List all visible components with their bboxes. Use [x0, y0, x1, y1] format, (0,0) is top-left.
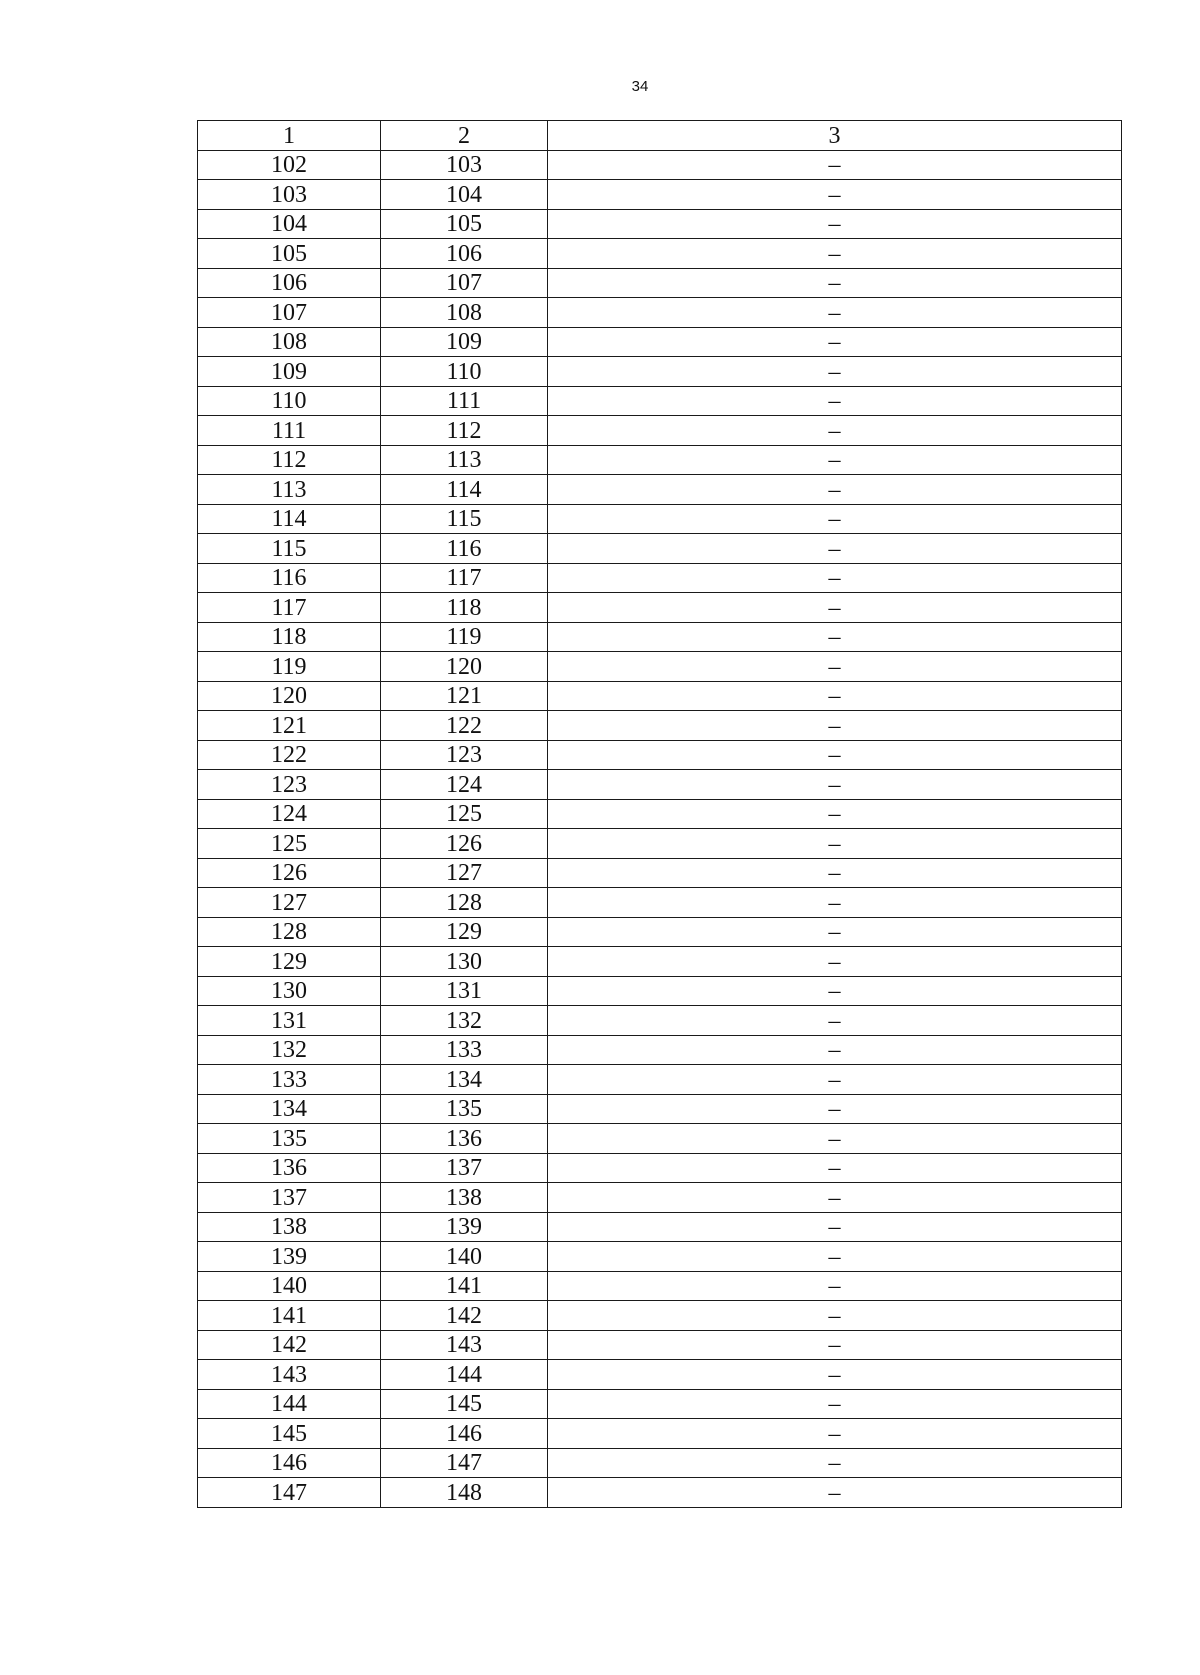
table-cell-col1: 129 [198, 947, 381, 977]
table-cell-col2: 103 [381, 150, 548, 180]
table-cell-col1: 134 [198, 1094, 381, 1124]
table-cell-col1: 119 [198, 652, 381, 682]
table-row [198, 1094, 1122, 1124]
table-row [198, 1448, 1122, 1478]
page-number: 34 [631, 78, 649, 95]
table-cell-col3: – [548, 858, 1122, 888]
table-cell-col1: 144 [198, 1389, 381, 1419]
table-row [198, 475, 1122, 505]
table-cell-col3: – [548, 1389, 1122, 1419]
table-cell-col2: 131 [381, 976, 548, 1006]
table-cell-col1: 118 [198, 622, 381, 652]
table-cell-col2: 144 [381, 1360, 548, 1390]
table-cell-col1: 113 [198, 475, 381, 505]
table-cell-col1: 133 [198, 1065, 381, 1095]
table-cell-col1: 111 [198, 416, 381, 446]
table-cell-col3: – [548, 268, 1122, 298]
table-row [198, 357, 1122, 387]
table-body [198, 150, 1122, 1507]
table-cell-col3: – [548, 1124, 1122, 1154]
table-cell-col3: – [548, 1094, 1122, 1124]
table-cell-col2: 146 [381, 1419, 548, 1449]
table-cell-col2: 148 [381, 1478, 548, 1508]
table-row [198, 1124, 1122, 1154]
table-cell-col1: 104 [198, 209, 381, 239]
table-row [198, 1035, 1122, 1065]
table-cell-col3: – [548, 1006, 1122, 1036]
table-cell-col2: 136 [381, 1124, 548, 1154]
table-cell-col1: 120 [198, 681, 381, 711]
table-cell-col1: 141 [198, 1301, 381, 1331]
table-cell-col1: 116 [198, 563, 381, 593]
table-cell-col1: 139 [198, 1242, 381, 1272]
table-cell-col1: 131 [198, 1006, 381, 1036]
table-cell-col1: 121 [198, 711, 381, 741]
table-cell-col1: 147 [198, 1478, 381, 1508]
table-row [198, 652, 1122, 682]
table-cell-col3: – [548, 563, 1122, 593]
table-cell-col3: – [548, 976, 1122, 1006]
table-cell-col3: – [548, 150, 1122, 180]
table-cell-col2: 147 [381, 1448, 548, 1478]
table-cell-col3: – [548, 652, 1122, 682]
table-cell-col2: 115 [381, 504, 548, 534]
table-cell-col3: – [548, 1419, 1122, 1449]
table-cell-col3: – [548, 1271, 1122, 1301]
table-cell-col2: 140 [381, 1242, 548, 1272]
table-cell-col2: 137 [381, 1153, 548, 1183]
table-row [198, 1183, 1122, 1213]
table-row [198, 150, 1122, 180]
table-cell-col2: 121 [381, 681, 548, 711]
table-cell-col1: 115 [198, 534, 381, 564]
table-cell-col2: 120 [381, 652, 548, 682]
table-row [198, 180, 1122, 210]
table-row [198, 740, 1122, 770]
table-cell-col1: 122 [198, 740, 381, 770]
table-cell-col3: – [548, 829, 1122, 859]
table-cell-col2: 114 [381, 475, 548, 505]
table-row [198, 593, 1122, 623]
table-cell-col2: 118 [381, 593, 548, 623]
table-cell-col2: 123 [381, 740, 548, 770]
table-row [198, 1271, 1122, 1301]
table-row [198, 534, 1122, 564]
table-cell-col2: 139 [381, 1212, 548, 1242]
table-cell-col2: 111 [381, 386, 548, 416]
table-cell-col1: 105 [198, 239, 381, 269]
table-row [198, 1478, 1122, 1508]
table-cell-col3: – [548, 1035, 1122, 1065]
table-cell-col3: – [548, 327, 1122, 357]
table-cell-col3: – [548, 1360, 1122, 1390]
table-cell-col3: – [548, 740, 1122, 770]
table-cell-col2: 107 [381, 268, 548, 298]
table-cell-col2: 110 [381, 357, 548, 387]
table-row [198, 799, 1122, 829]
table-header-row [198, 121, 1122, 151]
table-cell-col2: 119 [381, 622, 548, 652]
table-cell-col1: 140 [198, 1271, 381, 1301]
table-cell-col2: 104 [381, 180, 548, 210]
table-cell-col1: 132 [198, 1035, 381, 1065]
table-cell-col3: – [548, 416, 1122, 446]
table-cell-col3: – [548, 180, 1122, 210]
table-cell-col2: 117 [381, 563, 548, 593]
table-cell-col2: 132 [381, 1006, 548, 1036]
table-cell-col1: 126 [198, 858, 381, 888]
table-cell-col1: 125 [198, 829, 381, 859]
column-header-1: 1 [198, 121, 381, 151]
table-cell-col3: – [548, 593, 1122, 623]
table-cell-col3: – [548, 1330, 1122, 1360]
table-cell-col1: 143 [198, 1360, 381, 1390]
table-cell-col1: 106 [198, 268, 381, 298]
table-row [198, 504, 1122, 534]
table-cell-col3: – [548, 770, 1122, 800]
table-cell-col2: 141 [381, 1271, 548, 1301]
table-cell-col2: 142 [381, 1301, 548, 1331]
table-cell-col3: – [548, 239, 1122, 269]
column-header-2: 2 [381, 121, 548, 151]
table-row [198, 1153, 1122, 1183]
table-cell-col2: 138 [381, 1183, 548, 1213]
table-cell-col3: – [548, 357, 1122, 387]
table-row [198, 1065, 1122, 1095]
table-cell-col1: 130 [198, 976, 381, 1006]
table-cell-col1: 127 [198, 888, 381, 918]
table-cell-col3: – [548, 917, 1122, 947]
table-cell-col3: – [548, 1242, 1122, 1272]
table-cell-col2: 109 [381, 327, 548, 357]
table-cell-col1: 112 [198, 445, 381, 475]
table-row [198, 622, 1122, 652]
table-cell-col1: 137 [198, 1183, 381, 1213]
table-row [198, 770, 1122, 800]
table-cell-col2: 108 [381, 298, 548, 328]
table-row [198, 1006, 1122, 1036]
table-row [198, 917, 1122, 947]
table-cell-col2: 113 [381, 445, 548, 475]
table-row [198, 976, 1122, 1006]
table-row [198, 829, 1122, 859]
table-cell-col2: 128 [381, 888, 548, 918]
table-row [198, 1360, 1122, 1390]
table-row [198, 1389, 1122, 1419]
table-cell-col3: – [548, 681, 1122, 711]
table-row [198, 947, 1122, 977]
table-cell-col2: 129 [381, 917, 548, 947]
table-cell-col2: 126 [381, 829, 548, 859]
table-cell-col3: – [548, 504, 1122, 534]
table-cell-col1: 124 [198, 799, 381, 829]
table-cell-col3: – [548, 1183, 1122, 1213]
table-row [198, 239, 1122, 269]
table-row [198, 445, 1122, 475]
table-cell-col1: 103 [198, 180, 381, 210]
table-cell-col1: 135 [198, 1124, 381, 1154]
table-cell-col3: – [548, 1065, 1122, 1095]
table-row [198, 563, 1122, 593]
table-cell-col1: 123 [198, 770, 381, 800]
table-row [198, 1419, 1122, 1449]
table-cell-col3: – [548, 622, 1122, 652]
table-cell-col3: – [548, 799, 1122, 829]
table-cell-col2: 112 [381, 416, 548, 446]
table-cell-col2: 127 [381, 858, 548, 888]
table-row [198, 298, 1122, 328]
table-cell-col2: 122 [381, 711, 548, 741]
table-cell-col2: 106 [381, 239, 548, 269]
table-cell-col2: 124 [381, 770, 548, 800]
table-cell-col3: – [548, 1153, 1122, 1183]
table-cell-col2: 116 [381, 534, 548, 564]
table-cell-col2: 134 [381, 1065, 548, 1095]
table-cell-col2: 143 [381, 1330, 548, 1360]
table-row [198, 386, 1122, 416]
table-cell-col3: – [548, 475, 1122, 505]
table-cell-col2: 135 [381, 1094, 548, 1124]
table-cell-col1: 107 [198, 298, 381, 328]
table-cell-col1: 109 [198, 357, 381, 387]
table-cell-col3: – [548, 947, 1122, 977]
table-row [198, 268, 1122, 298]
table-row [198, 1242, 1122, 1272]
table-cell-col1: 117 [198, 593, 381, 623]
table-row [198, 1301, 1122, 1331]
table-cell-col1: 102 [198, 150, 381, 180]
table-cell-col2: 145 [381, 1389, 548, 1419]
table-row [198, 416, 1122, 446]
table-cell-col3: – [548, 386, 1122, 416]
column-header-3: 3 [548, 121, 1122, 151]
table-row [198, 1212, 1122, 1242]
data-table [197, 120, 1122, 1508]
table-cell-col1: 114 [198, 504, 381, 534]
table-cell-col3: – [548, 711, 1122, 741]
table-cell-col3: – [548, 1212, 1122, 1242]
table-cell-col1: 142 [198, 1330, 381, 1360]
table-cell-col1: 108 [198, 327, 381, 357]
table-cell-col2: 125 [381, 799, 548, 829]
table-cell-col2: 133 [381, 1035, 548, 1065]
table-row [198, 209, 1122, 239]
table-cell-col3: – [548, 1301, 1122, 1331]
table-cell-col3: – [548, 534, 1122, 564]
table-cell-col1: 146 [198, 1448, 381, 1478]
table-cell-col2: 130 [381, 947, 548, 977]
table-cell-col3: – [548, 298, 1122, 328]
table-row [198, 1330, 1122, 1360]
table-row [198, 858, 1122, 888]
table-row [198, 681, 1122, 711]
table-row [198, 711, 1122, 741]
table-cell-col1: 138 [198, 1212, 381, 1242]
table-row [198, 327, 1122, 357]
table-cell-col3: – [548, 209, 1122, 239]
table-cell-col3: – [548, 888, 1122, 918]
table-cell-col3: – [548, 1448, 1122, 1478]
table-row [198, 888, 1122, 918]
table-cell-col1: 128 [198, 917, 381, 947]
table-cell-col1: 136 [198, 1153, 381, 1183]
table-cell-col1: 145 [198, 1419, 381, 1449]
table-cell-col3: – [548, 445, 1122, 475]
table-cell-col1: 110 [198, 386, 381, 416]
table-cell-col2: 105 [381, 209, 548, 239]
table-cell-col3: – [548, 1478, 1122, 1508]
